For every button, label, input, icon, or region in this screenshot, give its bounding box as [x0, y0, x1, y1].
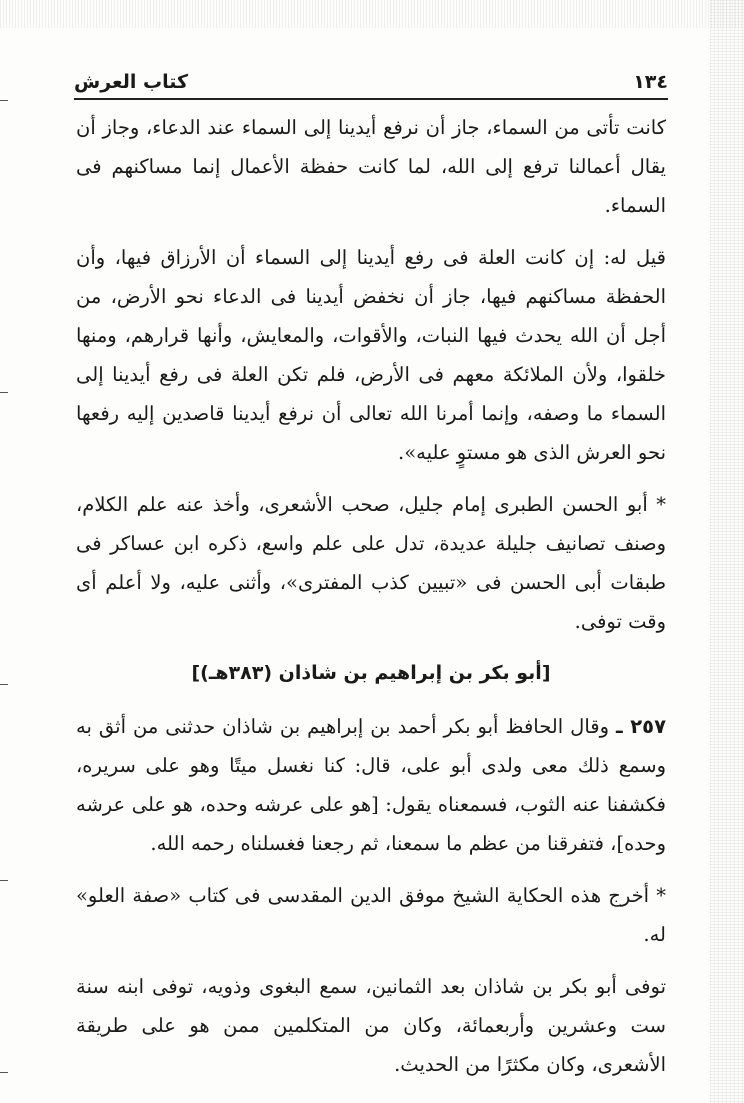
paragraph-3: * أبو الحسن الطبرى إمام جليل، صحب الأشعرى، وأخذ عنه علم الكلام، وصنف تصانيف جليلة عديدة، تدل على علم واسع، ذكره ابن عساكر فى طبقات أبى الحسن فى «تبيين كذب المفترى»، وأثنى عليه، ولا أعلم أى وقت توفى. [76, 493, 666, 633]
page-body [76, 108, 666, 1097]
paragraph-4 [76, 707, 666, 863]
header-rule [74, 98, 668, 100]
paragraph-5: * أخرج هذه الحكاية الشيخ موفق الدين المقدسى فى كتاب «صفة العلو» له. [76, 884, 666, 946]
margin-tick [0, 1072, 8, 1073]
page-number: ١٣٤ [633, 71, 668, 93]
section-title: [أبو بكر بن إبراهيم بن شاذان (٣٨٣هـ)] [191, 662, 551, 684]
running-header [74, 66, 668, 98]
paragraph-2: قيل له: إن كانت العلة فى رفع أيدينا إلى السماء أن الأرزاق فيها، وأن الحفظة مساكنهم فيها، جاز أن نخفض أيدينا فى الدعاء نحو الأرض، من أجل أن الله يحدث فيها النبات، والأقوات، والمعايش، وأنها قرارهم، ومنها خلقوا، ولأن الملائكة معهم فى الأرض، فلم تكن العلة فى رفع أيدينا إلى السماء ما وصفه، وإنما أمرنا الله تعالى أن نرفع أيدينا قاصدين إليه رفعها نحو العرش الذى هو مستوٍ عليه». [76, 246, 666, 464]
book-title: كتاب العرش [74, 71, 189, 93]
margin-tick [0, 392, 8, 393]
margin-tick [0, 100, 8, 101]
entry-number: ٢٥٧ ـ [616, 715, 666, 738]
scan-right-edge [710, 0, 744, 1103]
margin-tick [0, 880, 8, 881]
paragraph-6: توفى أبو بكر بن شاذان بعد الثمانين، سمع البغوى وذويه، توفى ابنه سنة ست وعشرين وأربعمائة، وكان من المتكلمين ممن هو على طريقة الأشعرى، وكان مكثرًا من الحديث. [76, 975, 666, 1076]
margin-tick [0, 684, 8, 685]
scan-top-edge [0, 0, 744, 28]
paragraph-4-text: وقال الحافظ أبو بكر أحمد بن إبراهيم بن شاذان حدثنى من أثق به وسمع ذلك معى ولدى أبو على، قال: كنا نغسل ميتًا وهو على سريره، فكشفنا عنه الثوب، فسمعناه يقول: [هو على عرشه وحده، هو على عرشه وحده]، فتفرقنا من عظم ما سمعنا، ثم رجعنا فغسلناه رحمه الله. [76, 715, 666, 855]
paragraph-1: كانت تأتى من السماء، جاز أن نرفع أيدينا إلى السماء عند الدعاء، وجاز أن يقال أعمالنا ترفع إلى الله، لما كانت حفظة الأعمال إنما مساكنهم فى السماء. [76, 116, 666, 217]
